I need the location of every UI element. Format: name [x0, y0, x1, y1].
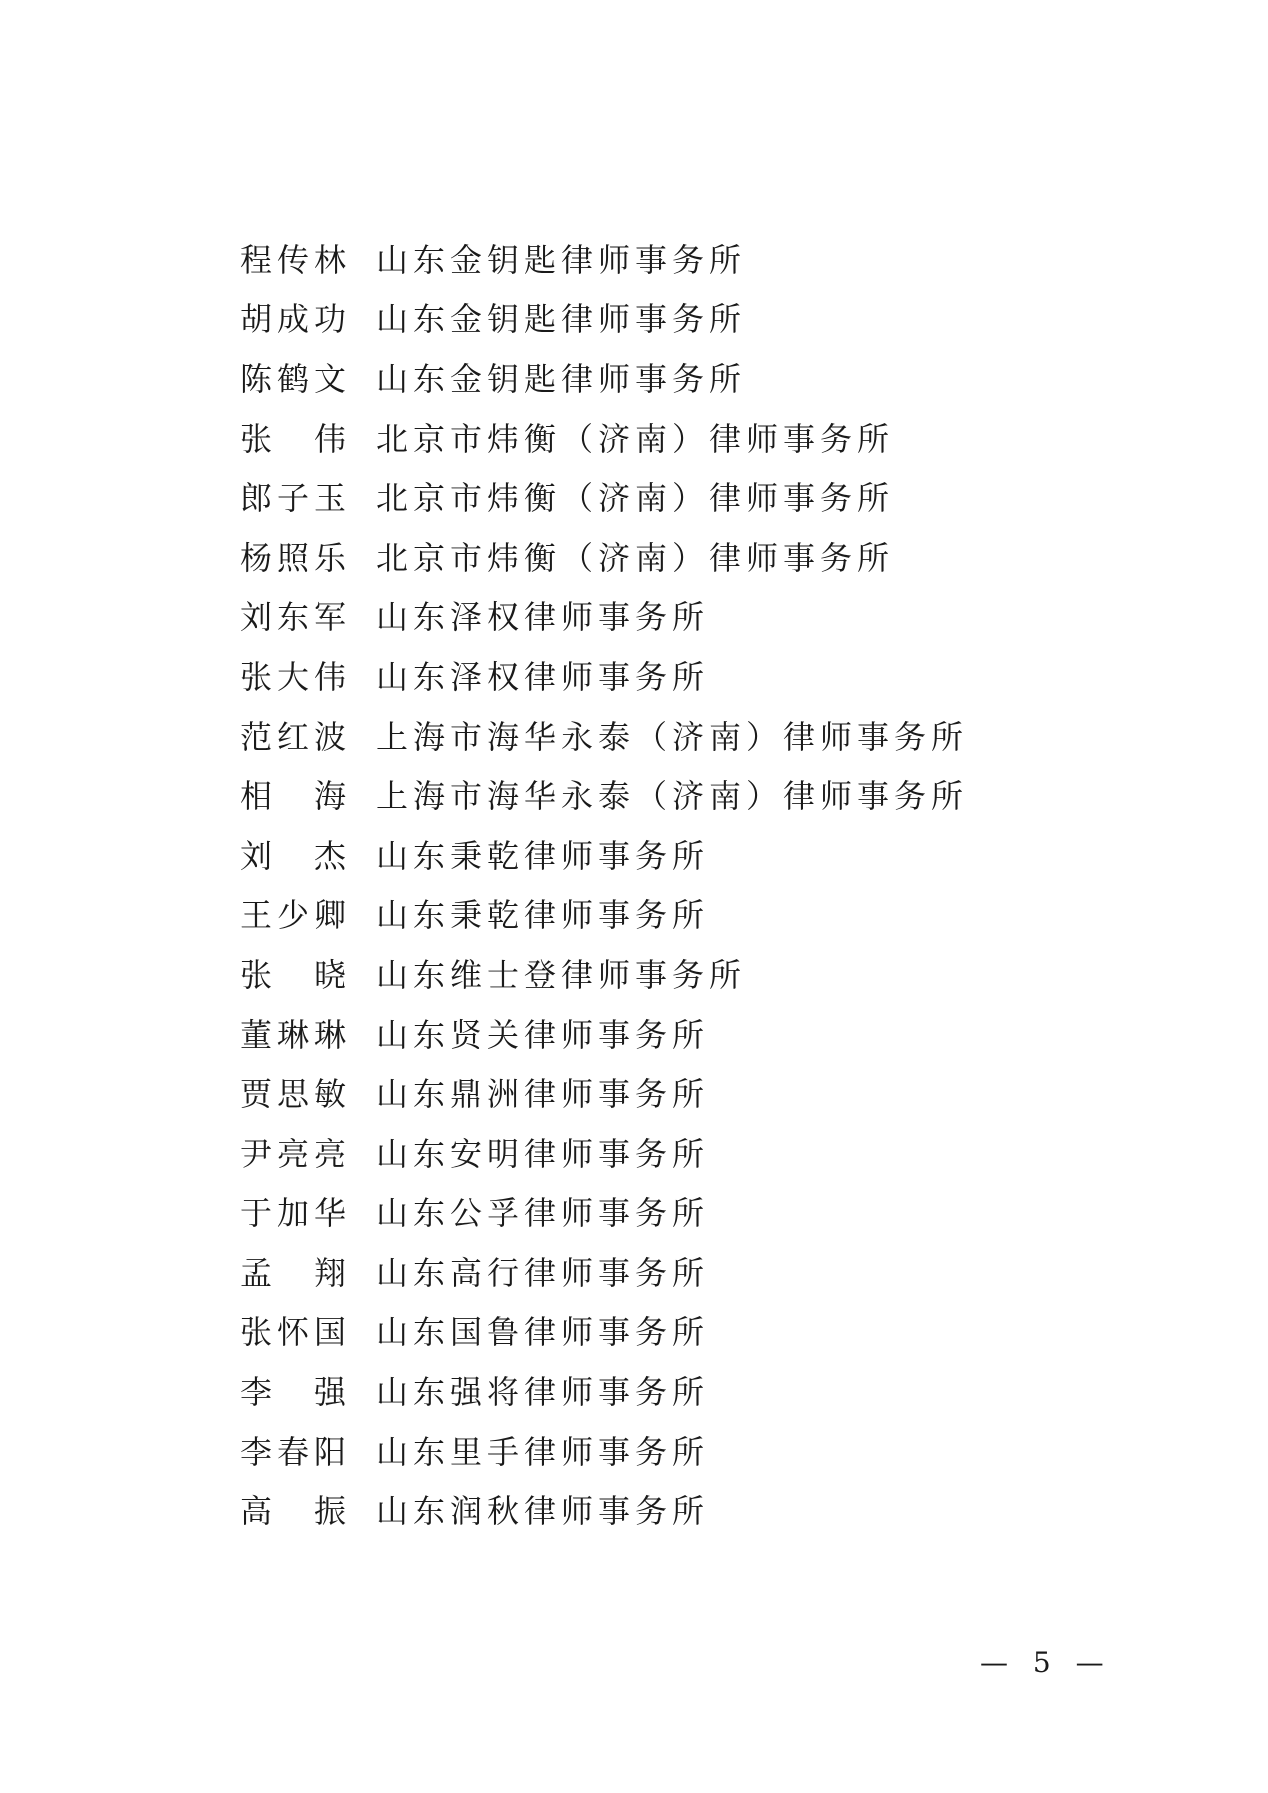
lawyer-name: 范红波	[240, 717, 352, 756]
law-firm: 山东泽权律师事务所	[376, 657, 710, 696]
lawyer-name: 张 晓	[240, 955, 352, 994]
list-item	[240, 1005, 1040, 1065]
lawyer-name: 郎子玉	[240, 479, 352, 518]
list-item	[240, 349, 1040, 409]
list-item	[240, 468, 1040, 528]
lawyer-name: 李春阳	[240, 1432, 352, 1471]
list-item	[240, 1481, 1040, 1541]
list-item	[240, 886, 1040, 946]
list-item	[240, 290, 1040, 350]
lawyer-name: 胡成功	[240, 300, 352, 339]
lawyer-name: 董琳琳	[240, 1015, 352, 1054]
list-item	[240, 1243, 1040, 1303]
law-firm: 北京市炜衡（济南）律师事务所	[376, 538, 895, 577]
lawyer-name: 孟 翔	[240, 1253, 352, 1292]
lawyer-name: 李 强	[240, 1373, 352, 1412]
list-item	[240, 1422, 1040, 1482]
law-firm: 山东维士登律师事务所	[376, 955, 747, 994]
lawyer-name: 张大伟	[240, 657, 352, 696]
list-item	[240, 1184, 1040, 1244]
lawyer-name: 张怀国	[240, 1313, 352, 1352]
page-number: — 5 —	[980, 1646, 1112, 1679]
list-item	[240, 1362, 1040, 1422]
law-firm: 山东金钥匙律师事务所	[376, 359, 747, 398]
list-item	[240, 528, 1040, 588]
list-item	[240, 707, 1040, 767]
law-firm: 山东公孚律师事务所	[376, 1194, 710, 1233]
list-item	[240, 1303, 1040, 1363]
list-item	[240, 766, 1040, 826]
law-firm: 北京市炜衡（济南）律师事务所	[376, 479, 895, 518]
law-firm: 山东高行律师事务所	[376, 1253, 710, 1292]
law-firm: 北京市炜衡（济南）律师事务所	[376, 419, 895, 458]
lawyer-name: 相 海	[240, 777, 352, 816]
law-firm: 山东金钥匙律师事务所	[376, 300, 747, 339]
lawyer-name: 高 振	[240, 1492, 352, 1531]
lawyer-name: 程传林	[240, 240, 352, 279]
lawyer-name: 于加华	[240, 1194, 352, 1233]
list-item	[240, 588, 1040, 648]
lawyer-name: 尹亮亮	[240, 1134, 352, 1173]
list-item	[240, 1124, 1040, 1184]
list-item	[240, 945, 1040, 1005]
list-item	[240, 409, 1040, 469]
law-firm: 上海市海华永泰（济南）律师事务所	[376, 777, 969, 816]
law-firm: 山东强将律师事务所	[376, 1373, 710, 1412]
list-item	[240, 1064, 1040, 1124]
law-firm: 山东贤关律师事务所	[376, 1015, 710, 1054]
list-item	[240, 647, 1040, 707]
law-firm: 山东润秋律师事务所	[376, 1492, 710, 1531]
lawyer-name: 张 伟	[240, 419, 352, 458]
lawyer-name: 刘东军	[240, 598, 352, 637]
list-item	[240, 826, 1040, 886]
lawyer-name: 杨照乐	[240, 538, 352, 577]
law-firm: 山东秉乾律师事务所	[376, 836, 710, 875]
law-firm: 山东秉乾律师事务所	[376, 896, 710, 935]
law-firm: 山东鼎洲律师事务所	[376, 1075, 710, 1114]
lawyer-name: 王少卿	[240, 896, 352, 935]
law-firm: 山东金钥匙律师事务所	[376, 240, 747, 279]
lawyer-list	[240, 230, 1040, 1541]
list-item	[240, 230, 1040, 290]
law-firm: 山东泽权律师事务所	[376, 598, 710, 637]
lawyer-name: 贾思敏	[240, 1075, 352, 1114]
law-firm: 山东安明律师事务所	[376, 1134, 710, 1173]
law-firm: 上海市海华永泰（济南）律师事务所	[376, 717, 969, 756]
lawyer-name: 刘 杰	[240, 836, 352, 875]
law-firm: 山东国鲁律师事务所	[376, 1313, 710, 1352]
law-firm: 山东里手律师事务所	[376, 1432, 710, 1471]
lawyer-name: 陈鹤文	[240, 359, 352, 398]
